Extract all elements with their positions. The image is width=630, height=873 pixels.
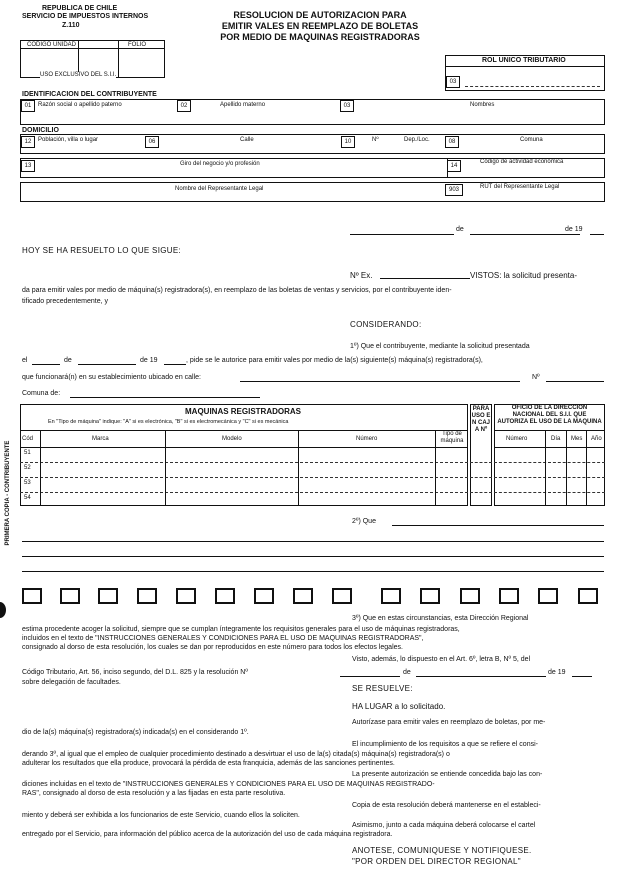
no-ex-label: Nº Ex. [350,271,373,280]
col-mes: Mes [571,436,583,442]
row-cod-51: 51 [24,450,31,456]
row-cod-52: 52 [24,465,31,471]
c1-rest: , pide se le autorice para emitir vales por medio de la(s) siguiente(s) máquina(s) registradora(s), [186,357,483,364]
title-line-2: EMITIR VALES EN REEMPLAZO DE BOLETAS [221,21,419,31]
c1-de19: de 19 [140,357,158,364]
considerando-1-line-1: 1º) Que el contribuyente, mediante la solicitud presentada [350,343,530,350]
vistos-cont-2: tificado precedentemente, y [22,298,108,305]
field-num-03: 03 [340,100,354,112]
field-num-10: 10 [341,136,355,148]
field-num-06: 06 [145,136,159,148]
vistos-cont-1: da para emitir vales por medio de máquina(s) registradora(s), en reemplazo de las boletas de ventas y servicios, por el contribuyente iden- [22,287,452,294]
incumplimiento-2: derando 3º, al igual que el empleo de cualquier procedimiento destinado a desvirtuar el uso de la(s) citada(s) máquina(s) registradora(s) o [22,751,450,758]
col-para-uso: PARA USO EN CAJA Nº [471,406,491,433]
col-dia: Día [551,436,561,442]
codigo-de: de [403,669,411,676]
giro-label: Giro del negocio y/o profesión [180,161,260,167]
col-cod: Cód [22,436,34,442]
field-num-08: 08 [445,136,459,148]
col-marca: Marca [92,436,109,442]
codigo-tributario: Código Tributario, Art. 56, inciso segundo, del D.L. 825 y la resolución Nº [22,669,248,676]
copia-1: Copia de esta resolución deberá mantenerse en el estableci- [352,802,541,809]
incumplimiento-3: adulterar los resultados que ella produce, provocará la pérdida de esta franquicia, además de las sanciones pertinentes. [22,760,395,767]
title-line-3: POR MEDIO DE MAQUINAS REGISTRADORAS [220,32,420,42]
asimismo-2: entregado por el Servicio, para información del público acerca de la autorización del uso de cada máquina registradora. [22,831,393,838]
representante-label: Nombre del Representante Legal [175,186,264,192]
third-para-1: estima procedente acoger la solicitud, siempre que se cumplan íntegramente los requisitos generales para el uso de máquinas registradoras, [22,626,460,633]
row-cod-54: 54 [24,495,31,501]
comuna-line-label: Comuna de: [22,390,61,397]
col-tipo: Tipo de máquina [440,431,464,444]
field-num-02: 02 [177,100,191,112]
delegacion: sobre delegación de facultades. [22,679,121,686]
visto-ademas: Visto, además, lo dispuesto en el Art. 6º, letra B, Nº 5, del [352,656,531,663]
ha-lugar: HA LUGAR a lo solicitado. [352,702,446,711]
rut-num: 03 [446,76,460,88]
field-num-01: 01 [21,100,35,112]
form-code: Z.110 [62,22,80,29]
agency-name: SERVICIO DE IMPUESTOS INTERNOS [22,13,149,20]
col-ano: Año [591,436,602,442]
c1-de: de [64,357,72,364]
calle-label: Calle [240,137,254,143]
side-copy-label: PRIMERA COPIA - CONTRIBUYENTE [5,440,11,546]
poblacion-label: Población, villa o lugar [38,137,99,143]
presente-2: diciones incluidas en el texto de "INSTRUCCIONES GENERALES Y CONDICIONES PARA EL USO DE MAQUINAS REGISTRADO- [22,781,435,788]
c1-establecimiento: que funcionará(n) en su establecimiento ubicado en calle: [22,374,202,381]
presente-1: La presente autorización se entiende concedida bajo las con- [352,771,543,778]
country-name: REPUBLICA DE CHILE [42,5,118,12]
maquinas-subtitle: En "Tipo de máquina" indique: "A" si es electrónica, "B" si es electromecánica y "C" si es mecánica [48,419,289,425]
third-para-3: consignado al dorso de esta resolución, los cuales se dan por reproducidos en este número para todos los efectos legales. [22,644,403,651]
identificacion-heading: IDENTIFICACION DEL CONTRIBUYENTE [22,91,157,98]
se-resuelve-heading: SE RESUELVE: [352,684,413,693]
rut-title: ROL UNICO TRIBUTARIO [482,57,566,64]
dep-loc-label: Dep./Loc. [404,137,430,143]
domicilio-heading: DOMICILIO [22,127,59,134]
row-cod-53: 53 [24,480,31,486]
date-de: de [456,226,464,233]
copia-2: miento y deberá ser exhibida a los funcionarios de este Servicio, cuando ellos la soliciten. [22,812,300,819]
considerando-heading: CONSIDERANDO: [350,320,422,329]
asimismo-1: Asimismo, junto a cada máquina deberá colocarse el cartel [352,822,536,829]
razon-social-label: Razón social o apellido paterno [38,102,122,108]
autorizase: Autorízase para emitir vales en reemplazo de boletas, por me- [352,719,546,726]
incumplimiento-1: El incumplimiento de los requisitos a que se refiere el consi- [352,741,538,748]
resuelto-heading: HOY SE HA RESUELTO LO QUE SIGUE: [22,246,181,255]
anotese: ANOTESE, COMUNIQUESE Y NOTIFIQUESE. [352,846,532,855]
c1-el: el [22,357,28,364]
date-year: de 19 [565,226,583,233]
c1-no: Nº [532,374,540,381]
col-oficio-numero: Número [506,436,528,442]
field-num-14: 14 [447,160,461,172]
second-considerando: 2º) Que [352,518,376,525]
col-numero: Número [356,436,378,442]
autorizase-cont: dio de la(s) máquina(s) registradora(s) indicada(s) en el considerando 1º. [22,729,249,736]
third-considerando: 3º) Que en estas circunstancias, esta Dirección Regional [352,615,529,622]
punch-hole [0,602,6,618]
title-line-1: RESOLUCION DE AUTORIZACION PARA [233,10,407,20]
maquinas-title: MAQUINAS REGISTRADORAS [185,407,302,416]
presente-3: RAS", consignado al dorso de esta resolución y a las fijadas en esta parte resolutiva. [22,790,286,797]
folio-label: FOLIO [128,42,147,48]
apellido-materno-label: Apellido materno [220,102,266,108]
numero-label: Nº [372,137,379,143]
comuna-label: Comuna [520,137,543,143]
third-para-2: incluidos en el texto de "INSTRUCCIONES GENERALES Y CONDICIONES PARA EL USO DE MAQUINAS REGISTRADORAS", [22,635,424,642]
field-num-12: 12 [21,136,35,148]
actividad-label: Código de actividad económica [480,159,564,165]
domicilio-row[interactable] [20,134,605,154]
field-num-13: 13 [21,160,35,172]
oficio-title: OFICIO DE LA DIRECCION NACIONAL DEL S.I.I. QUE AUTORIZA EL USO DE LA MAQUINA [497,405,602,425]
nombres-label: Nombres [470,102,495,108]
rut-representante-label: RUT del Representante Legal [480,184,560,190]
col-modelo: Modelo [222,436,242,442]
codigo-unidad-label: CODIGO UNIDAD [27,42,77,48]
por-orden: "POR ORDEN DEL DIRECTOR REGIONAL" [352,857,521,866]
codigo-de19: de 19 [548,669,566,676]
uso-exclusivo-label: USO EXCLUSIVO DEL S.I.I. [40,72,117,78]
document-title [190,10,450,43]
field-num-903: 903 [445,184,463,196]
vistos-label: VISTOS: la solicitud presenta- [470,271,578,280]
